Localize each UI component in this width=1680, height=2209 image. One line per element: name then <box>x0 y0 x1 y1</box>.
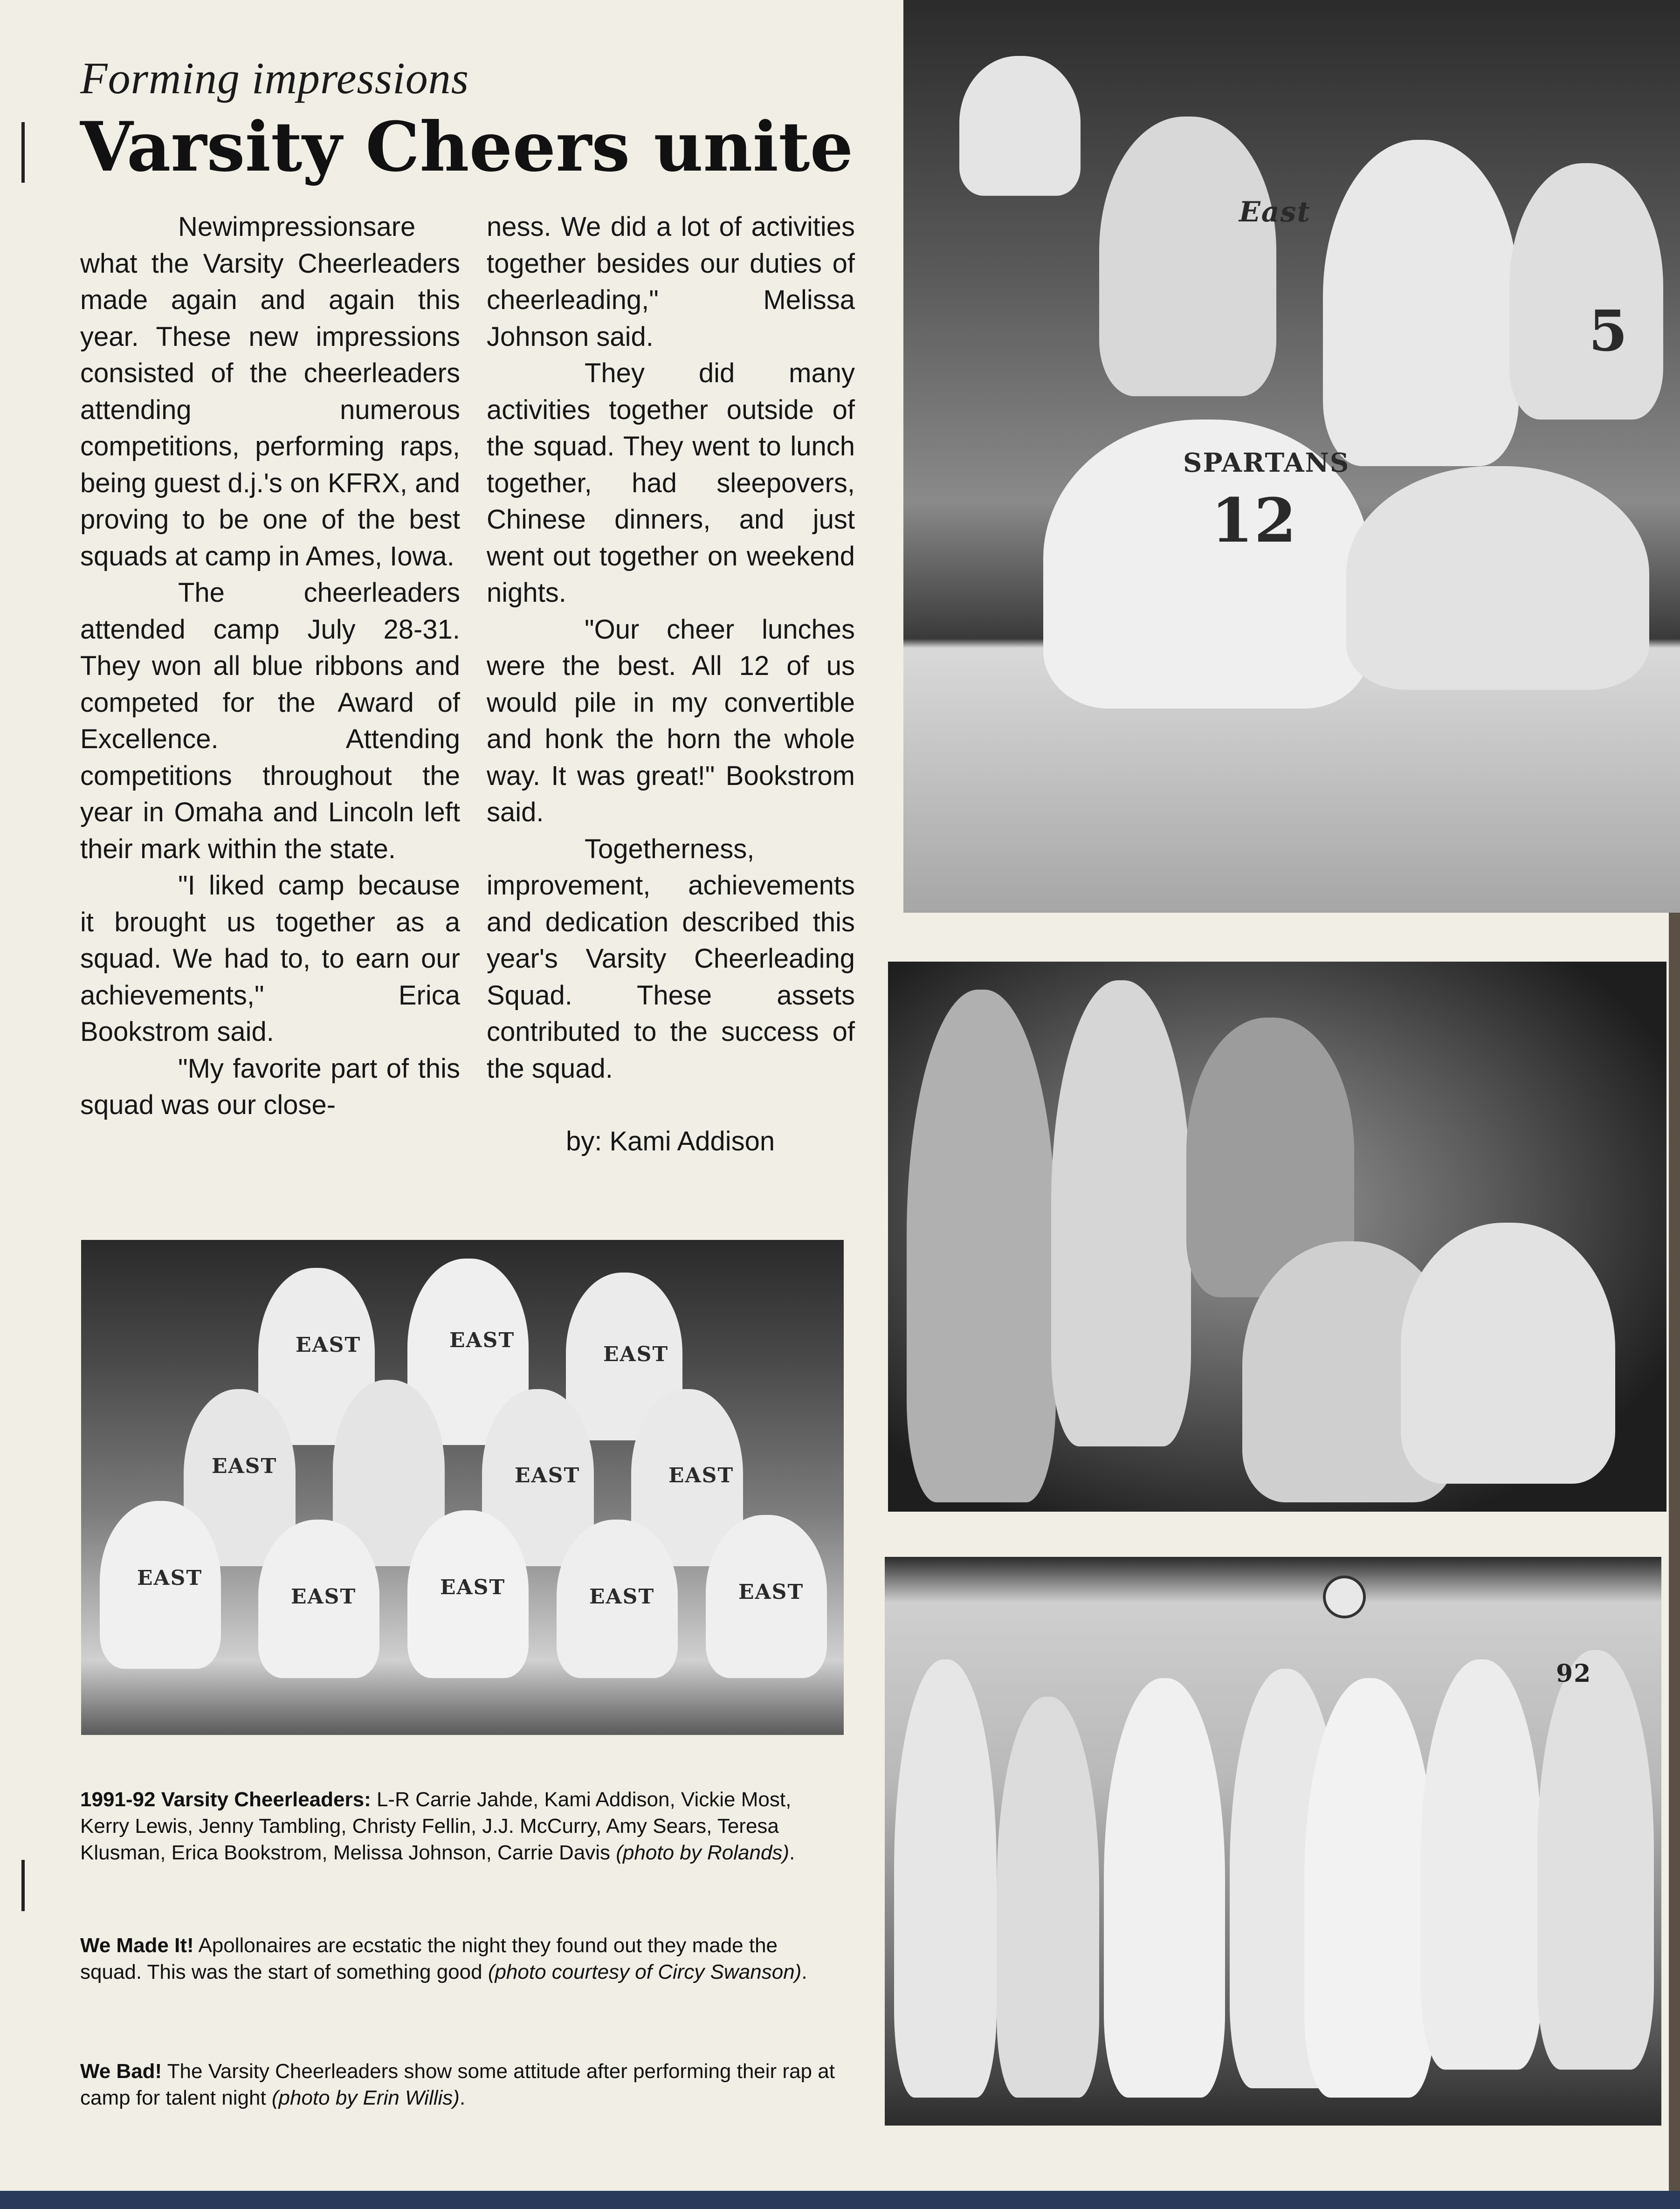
sweater-text: EAST <box>668 1464 734 1487</box>
sweater-text: EAST <box>296 1333 361 1357</box>
caption-end: . <box>789 1841 795 1864</box>
person <box>1304 1678 1435 2098</box>
sweater-text: EAST <box>738 1580 804 1604</box>
person <box>1099 117 1276 396</box>
paragraph: ness. We did a lot of activities together besides our duties of cheerleading," Melissa Johnson said. <box>487 212 855 352</box>
caption-body: The Varsity Cheerleaders show some attitude after performing their rap at camp for talent night <box>80 2060 835 2109</box>
article-column-2 <box>487 209 855 1160</box>
caption-body: Apollonaires are ecstatic the night they found out they made the squad. This was the start of something good <box>80 1934 778 1983</box>
paragraph: Newimpressionsare what the Varsity Cheerleaders made again and again this year. These new impressions consisted of the cheerleaders attending numerous competitions, performing raps, being guest d.j.'s on KFRX, and proving to be one of the best squads at camp in Ames, Iowa. <box>80 212 460 571</box>
jersey-number: 12 <box>1211 485 1297 556</box>
sweater-text: EAST <box>515 1464 580 1487</box>
jersey-text: SPARTANS <box>1183 447 1350 478</box>
caption-body: L-R Carrie Jahde, Kami Addison, Vickie Most, Kerry Lewis, Jenny Tambling, Christy Fellin, J.J. McCurry, Amy Sears, Teresa Klusman, Erica Bookstrom, Melissa Johnson, Carrie Davis <box>80 1788 792 1864</box>
sweater-text: EAST <box>212 1454 277 1478</box>
paragraph: They did many activities together outside of the squad. They went to lunch together, had sleepovers, Chinese dinners, and just went out together on weekend nights. <box>487 358 855 608</box>
photo-made-the-squad <box>888 962 1666 1512</box>
caption-credit: (photo by Erin Willis) <box>271 2086 460 2109</box>
caption-end: . <box>459 2086 466 2109</box>
caption-lead: We Bad! <box>80 2060 162 2083</box>
paragraph: "Our cheer lunches were the best. All 12 of us would pile in my convertible and honk the horn the whole way. It was great!" Bookstrom said. <box>487 614 855 827</box>
paragraph: The cheerleaders attended camp July 28-31. They won all blue ribbons and competed for the Award of Excellence. Attending competitions throughout the year in Omaha and Lincoln left their mark within the state. <box>80 578 460 864</box>
sweater-text: EAST <box>603 1342 669 1366</box>
photo-jersey-group <box>903 0 1680 913</box>
paragraph: Togetherness, improvement, achievements and dedication described this year's Varsity Cheerleading Squad. These assets contributed to the success of the squad. <box>487 833 855 1084</box>
caption-lead: 1991-92 Varsity Cheerleaders: <box>80 1788 371 1811</box>
wall-number: 92 <box>1556 1659 1592 1688</box>
sweater-text: EAST <box>449 1328 515 1352</box>
person <box>1421 1659 1542 2070</box>
caption-credit: (photo courtesy of Circy Swanson) <box>488 1961 802 1983</box>
caption-credit: (photo by Rolands) <box>616 1841 790 1864</box>
page-title: Varsity Cheers unite <box>80 107 854 187</box>
person <box>1537 1650 1654 2070</box>
margin-mark-bottom <box>21 1860 25 1911</box>
paragraph: "My favorite part of this squad was our close- <box>80 1053 460 1120</box>
photo-varsity-cheerleaders <box>81 1240 844 1735</box>
person <box>959 56 1081 196</box>
photo-rap-attitude <box>885 1557 1661 2126</box>
caption-varsity-cheerleaders <box>80 1786 845 1866</box>
byline: by: Kami Addison <box>566 1126 775 1156</box>
kicker: Forming impressions <box>80 53 469 103</box>
person <box>1104 1678 1225 2098</box>
margin-mark-top <box>21 122 25 183</box>
caption-lead: We Made It! <box>80 1934 194 1957</box>
sweater-text: EAST <box>137 1566 203 1590</box>
jersey-number: 5 <box>1589 298 1629 364</box>
person <box>1509 163 1663 420</box>
person <box>1346 466 1649 690</box>
person <box>1051 980 1191 1446</box>
sweater-text: EAST <box>440 1576 506 1599</box>
shirt-text: East <box>1239 196 1311 228</box>
clock-icon <box>1323 1576 1366 1618</box>
person <box>894 1659 997 2098</box>
caption-end: . <box>801 1961 807 1983</box>
person <box>997 1697 1099 2098</box>
caption-we-bad <box>80 2058 845 2111</box>
person <box>1323 140 1519 466</box>
article-column-1 <box>80 209 460 1124</box>
scan-edge <box>0 2191 1680 2209</box>
sweater-text: EAST <box>589 1585 655 1609</box>
person <box>907 990 1056 1502</box>
sweater-text: EAST <box>291 1585 357 1609</box>
caption-we-made-it <box>80 1932 845 1985</box>
person <box>1401 1223 1615 1484</box>
paragraph: "I liked camp because it brought us together as a squad. We had to, to earn our achievements," Erica Bookstrom said. <box>80 870 460 1047</box>
